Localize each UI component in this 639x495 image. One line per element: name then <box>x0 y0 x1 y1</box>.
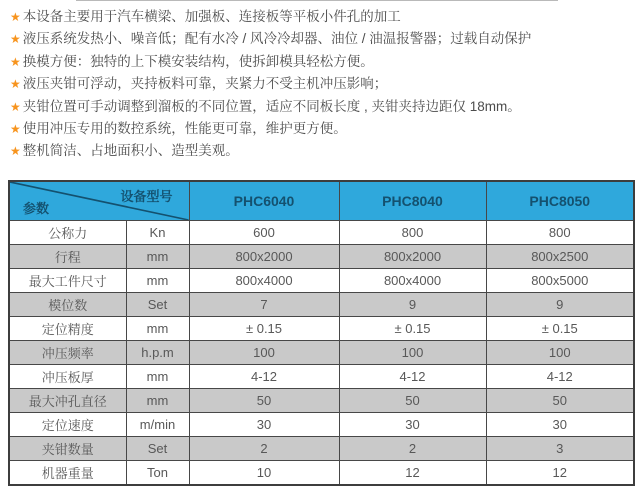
cell-value: 9 <box>486 293 634 317</box>
corner-header-cell <box>9 181 189 221</box>
cell-unit: mm <box>126 389 189 413</box>
feature-text: 换模方便：独特的上下模安装结构，使拆卸模具轻松方便。 <box>22 53 374 69</box>
feature-text: 本设备主要用于汽车横梁、加强板、连接板等平板小件孔的加工 <box>22 9 401 24</box>
cell-param: 公称力 <box>9 221 126 245</box>
cell-value: 100 <box>189 341 339 365</box>
star-bullet-icon: ★ <box>10 10 21 24</box>
table-row <box>9 461 634 486</box>
cell-param: 行程 <box>9 245 126 269</box>
cell-value: 50 <box>189 389 339 413</box>
cell-value: 50 <box>339 389 486 413</box>
cell-value: 800x2500 <box>486 245 634 269</box>
cell-param: 模位数 <box>9 293 126 317</box>
cell-value: 100 <box>339 341 486 365</box>
model-column-header: PHC8040 <box>339 181 486 221</box>
cell-value: 2 <box>189 437 339 461</box>
corner-label-parameter: 参数 <box>23 201 50 216</box>
spec-table-header <box>9 181 634 221</box>
feature-text: 液压夹钳可浮动，夹持板料可靠，夹紧力不受主机冲压影响； <box>22 76 388 92</box>
cell-param: 机器重量 <box>9 461 126 486</box>
cell-value: 50 <box>486 389 634 413</box>
cell-param: 冲压板厚 <box>9 365 126 389</box>
star-bullet-icon: ★ <box>10 54 21 69</box>
feature-item <box>10 96 633 118</box>
cell-param: 夹钳数量 <box>9 437 126 461</box>
cell-value: ± 0.15 <box>339 317 486 341</box>
cell-param: 定位速度 <box>9 413 126 437</box>
cell-value: 800 <box>339 221 486 245</box>
cell-unit: Kn <box>126 221 189 245</box>
cell-unit: mm <box>126 245 189 269</box>
feature-item <box>10 140 633 162</box>
cell-value: 600 <box>189 221 339 245</box>
star-bullet-icon: ★ <box>10 121 21 136</box>
table-row <box>9 245 634 269</box>
table-row <box>9 389 634 413</box>
star-bullet-icon: ★ <box>10 32 21 47</box>
model-column-header: PHC6040 <box>189 181 339 221</box>
cell-value: 800x4000 <box>339 269 486 293</box>
cell-value: 800x2000 <box>189 245 339 269</box>
cropped-top-border-line <box>76 0 558 1</box>
table-row <box>9 341 634 365</box>
table-row <box>9 437 634 461</box>
cell-unit: Ton <box>126 461 189 486</box>
cell-param: 最大冲孔直径 <box>9 389 126 413</box>
cell-value: 800 <box>486 221 634 245</box>
cell-value: 4-12 <box>339 365 486 389</box>
cell-value: 12 <box>486 461 634 486</box>
feature-item <box>10 73 633 95</box>
feature-item <box>10 6 633 28</box>
feature-item <box>10 28 633 50</box>
cell-value: 9 <box>339 293 486 317</box>
cell-unit: Set <box>126 437 189 461</box>
cell-value: 4-12 <box>486 365 634 389</box>
cell-param: 冲压频率 <box>9 341 126 365</box>
cell-value: 7 <box>189 293 339 317</box>
cell-value: ± 0.15 <box>486 317 634 341</box>
feature-text: 夹钳位置可手动调整到溜板的不同位置，适应不同板长度 , 夹钳夹持边距仅 18mm。 <box>22 98 521 114</box>
cell-value: 30 <box>486 413 634 437</box>
feature-bullet-list <box>10 6 633 163</box>
cell-value: 4-12 <box>189 365 339 389</box>
header-row <box>9 181 634 221</box>
spec-table-body <box>9 221 634 486</box>
cell-value: 2 <box>339 437 486 461</box>
cell-value: 100 <box>486 341 634 365</box>
star-bullet-icon: ★ <box>10 77 21 92</box>
cell-value: 3 <box>486 437 634 461</box>
cell-param: 定位精度 <box>9 317 126 341</box>
spec-table <box>8 180 635 486</box>
cell-param: 最大工件尺寸 <box>9 269 126 293</box>
cell-value: 800x4000 <box>189 269 339 293</box>
cell-unit: mm <box>126 317 189 341</box>
table-row <box>9 221 634 245</box>
cell-unit: mm <box>126 269 189 293</box>
corner-label-model: 设备型号 <box>120 189 173 204</box>
star-bullet-icon: ★ <box>10 99 21 114</box>
feature-text: 液压系统发热小、噪音低；配有水冷 / 风冷冷却器、油位 / 油温报警器；过载自动保护 <box>22 31 532 47</box>
table-row <box>9 317 634 341</box>
model-column-header: PHC8050 <box>486 181 634 221</box>
feature-text: 使用冲压专用的数控系统，性能更可靠，维护更方便。 <box>22 120 347 136</box>
star-bullet-icon: ★ <box>10 144 21 159</box>
cell-unit: mm <box>126 365 189 389</box>
table-row <box>9 293 634 317</box>
cell-unit: m/min <box>126 413 189 437</box>
cell-value: 800x5000 <box>486 269 634 293</box>
cell-value: 12 <box>339 461 486 486</box>
cell-value: 30 <box>189 413 339 437</box>
cell-value: 30 <box>339 413 486 437</box>
feature-item <box>10 51 633 73</box>
feature-item <box>10 118 633 140</box>
cell-unit: Set <box>126 293 189 317</box>
table-row <box>9 365 634 389</box>
cell-value: ± 0.15 <box>189 317 339 341</box>
cell-value: 800x2000 <box>339 245 486 269</box>
table-row <box>9 269 634 293</box>
table-row <box>9 413 634 437</box>
cell-value: 10 <box>189 461 339 486</box>
feature-text: 整机简洁、占地面积小、造型美观。 <box>22 143 239 159</box>
cell-unit: h.p.m <box>126 341 189 365</box>
